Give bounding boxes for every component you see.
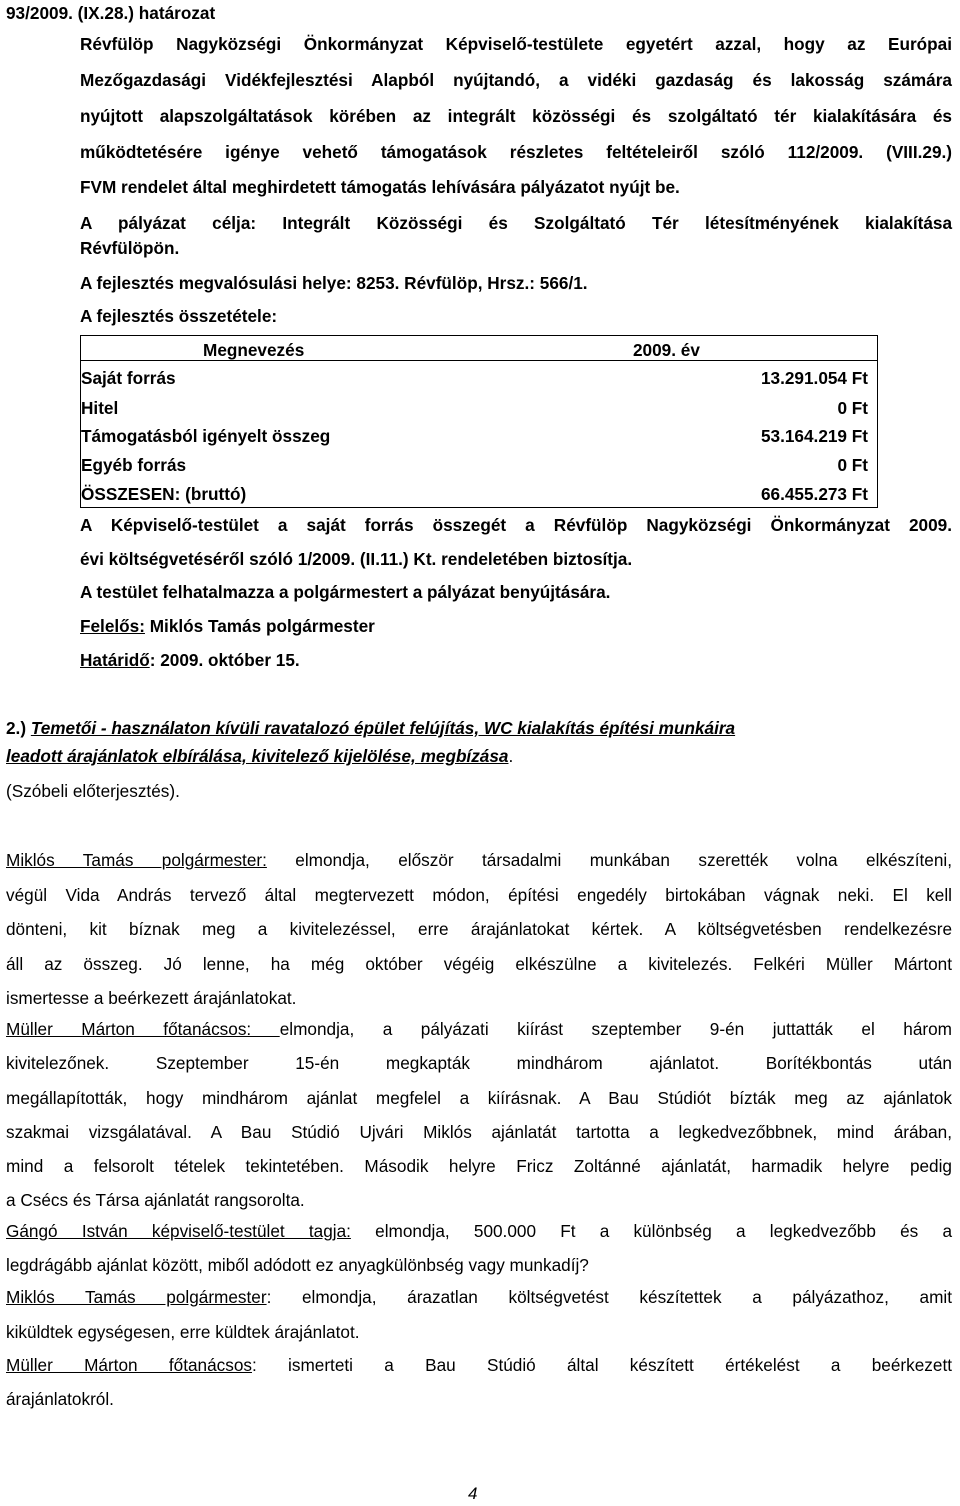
minutes-text: a Csécs és Társa ajánlatát rangsorolta. <box>6 1190 305 1210</box>
deadline-value: : 2009. október 15. <box>149 650 300 670</box>
table-row-value: 0 Ft <box>837 398 868 418</box>
minutes-text: elmondja, a pályázati kiírást szeptember 9-én juttatták el három <box>279 1019 953 1039</box>
minutes-paragraph-line <box>6 1220 952 1242</box>
table-row-name: Egyéb forrás <box>81 455 187 475</box>
minutes-paragraph-line <box>6 1354 952 1376</box>
oral-presentation-note: (Szóbeli előterjesztés). <box>6 781 180 801</box>
table-header-divider <box>80 360 878 361</box>
speaker-name: Miklós Tamás polgármester <box>6 1287 267 1307</box>
table-row-value: 53.164.219 Ft <box>760 426 868 446</box>
table-header-year: 2009. év <box>633 340 700 360</box>
resolution-text-line: működtetésére igénye vehető támogatások részletes feltételeiről szóló 112/2009. (VIII.29.) <box>80 142 952 162</box>
table-row-name: Hitel <box>81 398 119 418</box>
budget-text-cont: évi költségvetéséről szóló 1/2009. (II.11.) Kt. rendeletében biztosítja. <box>80 549 633 569</box>
responsible-label: Felelős: <box>80 616 145 636</box>
minutes-text: áll az összeg. Jó lenne, ha még október végéig elkészülne a kivitelezés. Felkéri Müller Mártont <box>6 954 952 974</box>
agenda-item-title-cont <box>6 745 513 767</box>
resolution-text-line: Révfülöp Nagyközségi Önkormányzat Képviselő-testülete egyetért azzal, hogy az Európai <box>80 34 952 54</box>
minutes-text: : elmondja, árazatlan költségvetést készítettek a pályázathoz, amit <box>266 1287 952 1307</box>
project-goal: A pályázat célja: Integrált Közösségi és Szolgáltató Tér létesítményének kialakítása <box>80 213 952 233</box>
agenda-item-number: 2.) <box>6 718 27 738</box>
page-number: 4 <box>468 1484 478 1503</box>
composition-label: A fejlesztés összetétele: <box>80 306 278 326</box>
minutes-text: mind a felsorolt tételek tekintetében. Második helyre Fricz Zoltánné ajánlatát, harmadik helyre pedig <box>6 1156 952 1176</box>
authorization-text: A testület felhatalmazza a polgármestert a pályázat benyújtására. <box>80 582 611 602</box>
deadline-line <box>80 649 300 671</box>
minutes-text: kiküldtek egységesen, erre küldtek árajánlatot. <box>6 1322 360 1342</box>
resolution-text-line: nyújtott alapszolgáltatások körében az integrált közösségi és szolgáltató tér kialakítására és <box>80 106 952 126</box>
speaker-name: Müller Márton főtanácsos <box>6 1355 252 1375</box>
resolution-text-line: Mezőgazdasági Vidékfejlesztési Alapból nyújtandó, a vidéki gazdaság és lakosság számára <box>80 70 952 90</box>
table-row-value: 0 Ft <box>837 455 868 475</box>
minutes-text: elmondja, 500.000 Ft a különbség a legkedvezőbb és a <box>350 1221 953 1241</box>
speaker-name: Miklós Tamás polgármester: <box>6 850 267 870</box>
minutes-text: : ismerteti a Bau Stúdió által készített értékelést a beérkezett <box>251 1355 952 1375</box>
responsible-value: Miklós Tamás polgármester <box>144 616 375 636</box>
minutes-paragraph-line <box>6 1018 952 1040</box>
minutes-text: végül Vida András tervező által megtervezett módon, építési engedély birtokában vágnak neki. El kell <box>6 885 952 905</box>
table-header-name: Megnevezés <box>203 340 305 360</box>
table-row-value: 13.291.054 Ft <box>760 368 868 388</box>
minutes-text: kivitelezőnek. Szeptember 15-én megkapták mindhárom ajánlatot. Borítékbontás után <box>6 1053 952 1073</box>
minutes-text: dönteni, kit bíznak meg a kivitelezéssel, erre árajánlatokat kértek. A költségvetésben rendelkezésre <box>6 919 952 939</box>
budget-text: A Képviselő-testület a saját forrás összegét a Révfülöp Nagyközségi Önkormányzat 2009. <box>80 515 952 535</box>
agenda-item-title <box>6 717 952 739</box>
agenda-item-title-text2: leadott árajánlatok elbírálása, kivitelező kijelölése, megbízása <box>6 746 509 766</box>
speaker-name: Gángó István képviselő-testület tagja: <box>6 1221 351 1241</box>
table-total-value: 66.455.273 Ft <box>760 484 868 504</box>
minutes-text: szakmai vizsgálatával. A Bau Stúdió Ujvári Miklós ajánlatát tartotta a legkedvezőbbnek, mind árában, <box>6 1122 952 1142</box>
agenda-item-title-text: Temetői - használaton kívüli ravatalozó épület felújítás, WC kialakítás építési munkáira <box>30 718 736 738</box>
project-goal-cont: Révfülöpön. <box>80 238 180 258</box>
table-total-name: ÖSSZESEN: (bruttó) <box>81 484 247 504</box>
table-row-name: Saját forrás <box>81 368 176 388</box>
resolution-text-line: FVM rendelet által meghirdetett támogatás lehívására pályázatot nyújt be. <box>80 177 680 197</box>
minutes-text: legdrágább ajánlat között, miből adódott ez anyagkülönbség vagy munkadíj? <box>6 1255 589 1275</box>
resolution-number: 93/2009. (IX.28.) határozat <box>6 3 216 23</box>
minutes-paragraph-line <box>6 1286 952 1308</box>
deadline-label: Határidő <box>80 650 150 670</box>
minutes-text: megállapították, hogy mindhárom ajánlat megfelel a kiírásnak. A Bau Stúdiót bízták meg az ajánlatok <box>6 1088 952 1108</box>
minutes-text: árajánlatokról. <box>6 1389 114 1409</box>
agenda-title-end: . <box>508 746 514 766</box>
minutes-text: ismertesse a beérkezett árajánlatokat. <box>6 988 297 1008</box>
project-location: A fejlesztés megvalósulási helye: 8253. Révfülöp, Hrsz.: 566/1. <box>80 273 588 293</box>
minutes-text: elmondja, először társadalmi munkában szerették volna elkészíteni, <box>266 850 952 870</box>
table-row-name: Támogatásból igényelt összeg <box>81 426 331 446</box>
responsible-line <box>80 615 375 637</box>
speaker-name: Müller Márton főtanácsos: <box>6 1019 280 1039</box>
minutes-paragraph-line <box>6 849 952 871</box>
